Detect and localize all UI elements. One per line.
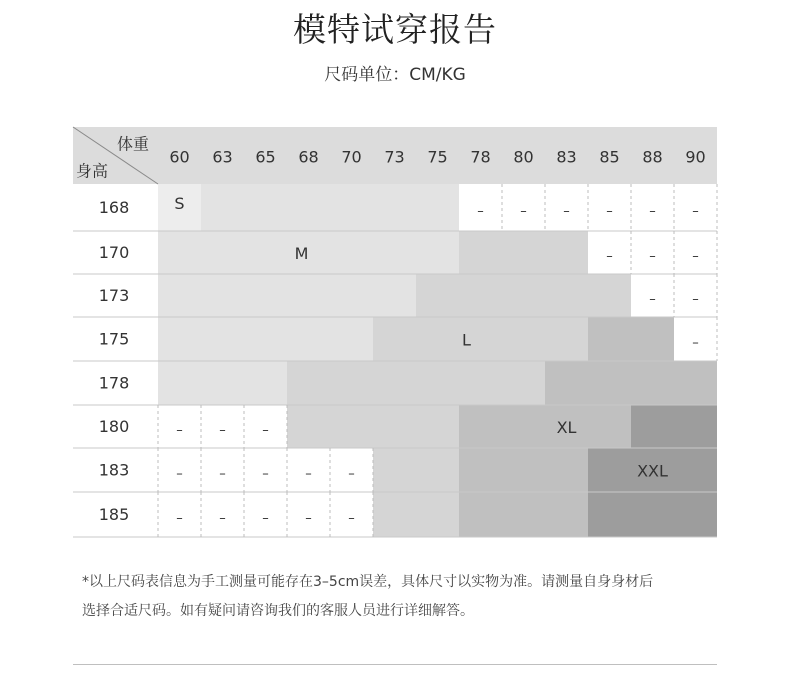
size-cell [631,361,674,405]
unit-subtitle: 尺码单位：CM/KG [324,65,466,85]
size-cell [330,405,373,448]
size-cell [373,184,416,231]
empty-cell-dash: – [348,511,355,526]
empty-cell-dash: – [563,204,570,219]
size-cell [459,405,502,448]
size-cell [416,184,459,231]
size-cell [459,361,502,405]
empty-cell-dash: – [606,249,613,264]
height-label-175: 175 [98,329,130,349]
size-cell [330,274,373,317]
empty-cell-dash: – [649,204,656,219]
size-cell [373,405,416,448]
empty-cell-dash: – [477,204,484,219]
weight-tick-83: 83 [556,147,577,167]
size-cell [201,361,244,405]
header-height-label: 身高 [75,161,109,181]
size-cell [459,274,502,317]
empty-cell-dash: – [176,423,183,438]
size-cell [201,274,244,317]
size-cell [373,448,416,492]
size-cell [416,231,459,274]
disclaimer-line-2: 选择合适尺码。如有疑问请咨询我们的客服人员进行详细解答。 [82,603,474,619]
size-cell [287,317,330,361]
size-cell [674,492,717,537]
height-label-178: 178 [98,373,130,393]
empty-cell-dash: – [176,511,183,526]
empty-cell-dash: – [305,511,312,526]
size-cell [158,317,201,361]
weight-tick-63: 63 [212,147,233,167]
size-cell [287,274,330,317]
weight-tick-78: 78 [470,147,491,167]
size-cell [545,492,588,537]
empty-cell-dash: – [305,466,312,482]
bottom-divider [73,664,717,665]
size-cell [588,274,631,317]
height-label-183: 183 [98,460,130,480]
empty-cell-dash: – [262,466,269,482]
size-label-xl: XL [556,418,577,437]
weight-tick-90: 90 [685,147,706,167]
empty-cell-dash: – [219,511,226,526]
size-cell [330,317,373,361]
size-cell [373,274,416,317]
empty-cell-dash: – [219,423,226,438]
weight-tick-65: 65 [255,147,276,167]
empty-cell-dash: – [176,466,183,482]
size-cell [545,274,588,317]
size-cell [545,448,588,492]
size-cell [631,405,674,448]
empty-cell-dash: – [606,204,613,219]
header-weight-label: 体重 [116,134,150,154]
size-cell [287,231,330,274]
empty-cell-dash: – [692,249,699,264]
size-cell [201,184,244,231]
size-cell [674,448,717,492]
size-cell [158,274,201,317]
size-cell [502,317,545,361]
size-cell [631,492,674,537]
empty-cell-dash: – [692,204,699,219]
size-label-s: S [174,194,185,213]
empty-cell-dash: – [649,292,656,307]
size-cell [459,492,502,537]
disclaimer-line-1: *以上尺码表信息为手工测量可能存在3–5cm误差，具体尺寸以实物为准。请测量自身身材后 [82,574,654,590]
empty-cell-dash: – [692,292,699,307]
size-cell [373,361,416,405]
size-cell [330,361,373,405]
size-cell [330,231,373,274]
size-cell [416,448,459,492]
size-cell [244,231,287,274]
empty-cell-dash: – [219,466,226,482]
size-cell [373,231,416,274]
empty-cell-dash: – [262,423,269,438]
size-cell [244,317,287,361]
size-cell [287,184,330,231]
weight-tick-85: 85 [599,147,620,167]
size-cell [502,492,545,537]
size-cell [459,448,502,492]
size-cell [545,231,588,274]
size-label-xxl: XXL [637,461,668,481]
empty-cell-dash: – [262,511,269,526]
empty-cell-dash: – [520,204,527,219]
size-cell [502,405,545,448]
weight-tick-60: 60 [169,147,190,167]
size-cell [416,492,459,537]
size-cell [244,361,287,405]
weight-tick-80: 80 [513,147,534,167]
weight-tick-88: 88 [642,147,663,167]
weight-tick-73: 73 [384,147,405,167]
size-cell [502,231,545,274]
size-cell [674,361,717,405]
size-cell [416,274,459,317]
weight-tick-68: 68 [298,147,319,167]
size-cell [588,448,631,492]
size-cell [459,231,502,274]
size-cell [416,317,459,361]
size-cell [201,231,244,274]
size-cell [244,184,287,231]
height-label-180: 180 [98,417,130,436]
height-label-173: 173 [98,286,130,305]
size-cell [588,317,631,361]
empty-cell-dash: – [692,335,699,351]
disclaimer-note [82,568,722,626]
size-cell [674,405,717,448]
size-cell [588,405,631,448]
size-cell [545,361,588,405]
size-cell [244,274,287,317]
size-label-m: M [294,244,309,263]
empty-cell-dash: – [649,249,656,264]
size-cell [502,448,545,492]
size-cell [416,405,459,448]
size-cell [158,361,201,405]
page-title: 模特试穿报告 [293,10,497,49]
size-cell [502,274,545,317]
size-cell [287,405,330,448]
size-cell [330,184,373,231]
height-label-168: 168 [98,198,130,217]
size-cell [631,317,674,361]
empty-cell-dash: – [348,466,355,482]
size-cell [373,317,416,361]
size-cell [158,231,201,274]
size-cell [588,361,631,405]
weight-tick-70: 70 [341,147,362,167]
size-cell [416,361,459,405]
size-cell [588,492,631,537]
height-label-170: 170 [98,243,130,262]
size-cell [201,317,244,361]
size-cell [373,492,416,537]
size-cell [502,361,545,405]
weight-tick-75: 75 [427,147,448,167]
size-label-l: L [462,330,471,350]
size-cell [545,317,588,361]
height-label-185: 185 [98,505,130,524]
size-cell [287,361,330,405]
